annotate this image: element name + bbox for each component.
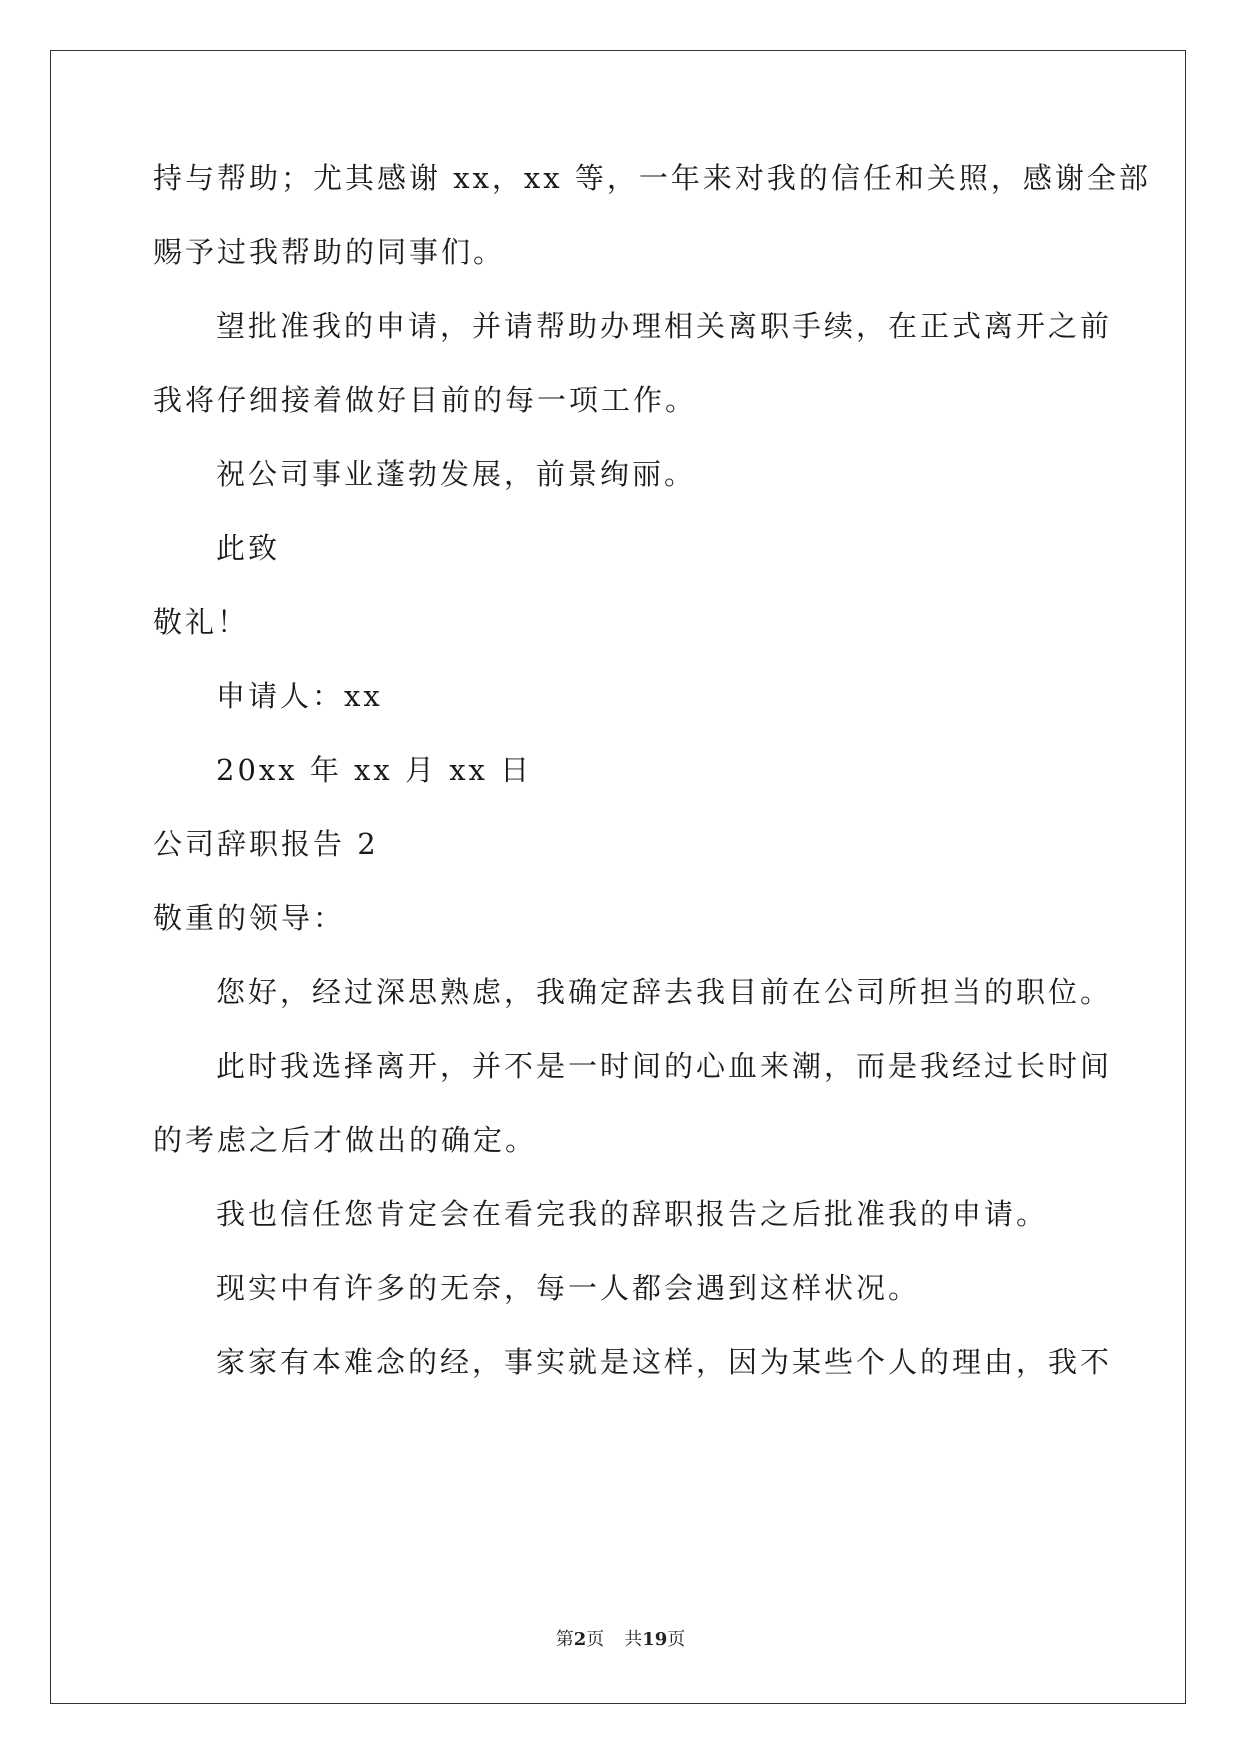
page-number: 2 <box>573 1629 587 1650</box>
text-line: 此时我选择离开，并不是一时间的心血来潮，而是我经过长时间 <box>216 1049 1113 1083</box>
text-line: 持与帮助；尤其感谢 xx，xx 等，一年来对我的信任和关照，感谢全部 <box>153 161 1151 195</box>
applicant-signature: 申请人：xx <box>216 679 383 713</box>
text-line: 的考虑之后才做出的确定。 <box>153 1123 538 1157</box>
letter-greeting: 敬重的领导： <box>153 901 346 935</box>
text-line: 望批准我的申请，并请帮助办理相关离职手续，在正式离开之前 <box>216 309 1113 343</box>
total-prefix: 共 <box>624 1629 643 1650</box>
page-prefix: 第 <box>555 1629 574 1650</box>
text-line: 赐予过我帮助的同事们。 <box>153 235 506 269</box>
total-suffix: 页 <box>667 1629 686 1650</box>
text-line: 祝公司事业蓬勃发展，前景绚丽。 <box>216 457 697 491</box>
text-line: 您好，经过深思熟虑，我确定辞去我目前在公司所担当的职位。 <box>216 975 1113 1009</box>
closing-salutation: 此致 <box>216 531 281 565</box>
closing-regards: 敬礼！ <box>153 605 250 639</box>
page-suffix: 页 <box>586 1629 605 1650</box>
letter-date: 20xx 年 xx 月 xx 日 <box>216 753 533 787</box>
text-line: 现实中有许多的无奈，每一人都会遇到这样状况。 <box>216 1271 921 1305</box>
text-line: 我将仔细接着做好目前的每一项工作。 <box>153 383 698 417</box>
page-footer <box>0 1628 1241 1652</box>
text-line: 家家有本难念的经，事实就是这样，因为某些个人的理由，我不 <box>216 1345 1113 1379</box>
text-line: 我也信任您肯定会在看完我的辞职报告之后批准我的申请。 <box>216 1197 1049 1231</box>
page-border <box>50 50 1186 1704</box>
section-title: 公司辞职报告 2 <box>153 827 379 861</box>
total-pages: 19 <box>642 1629 668 1650</box>
